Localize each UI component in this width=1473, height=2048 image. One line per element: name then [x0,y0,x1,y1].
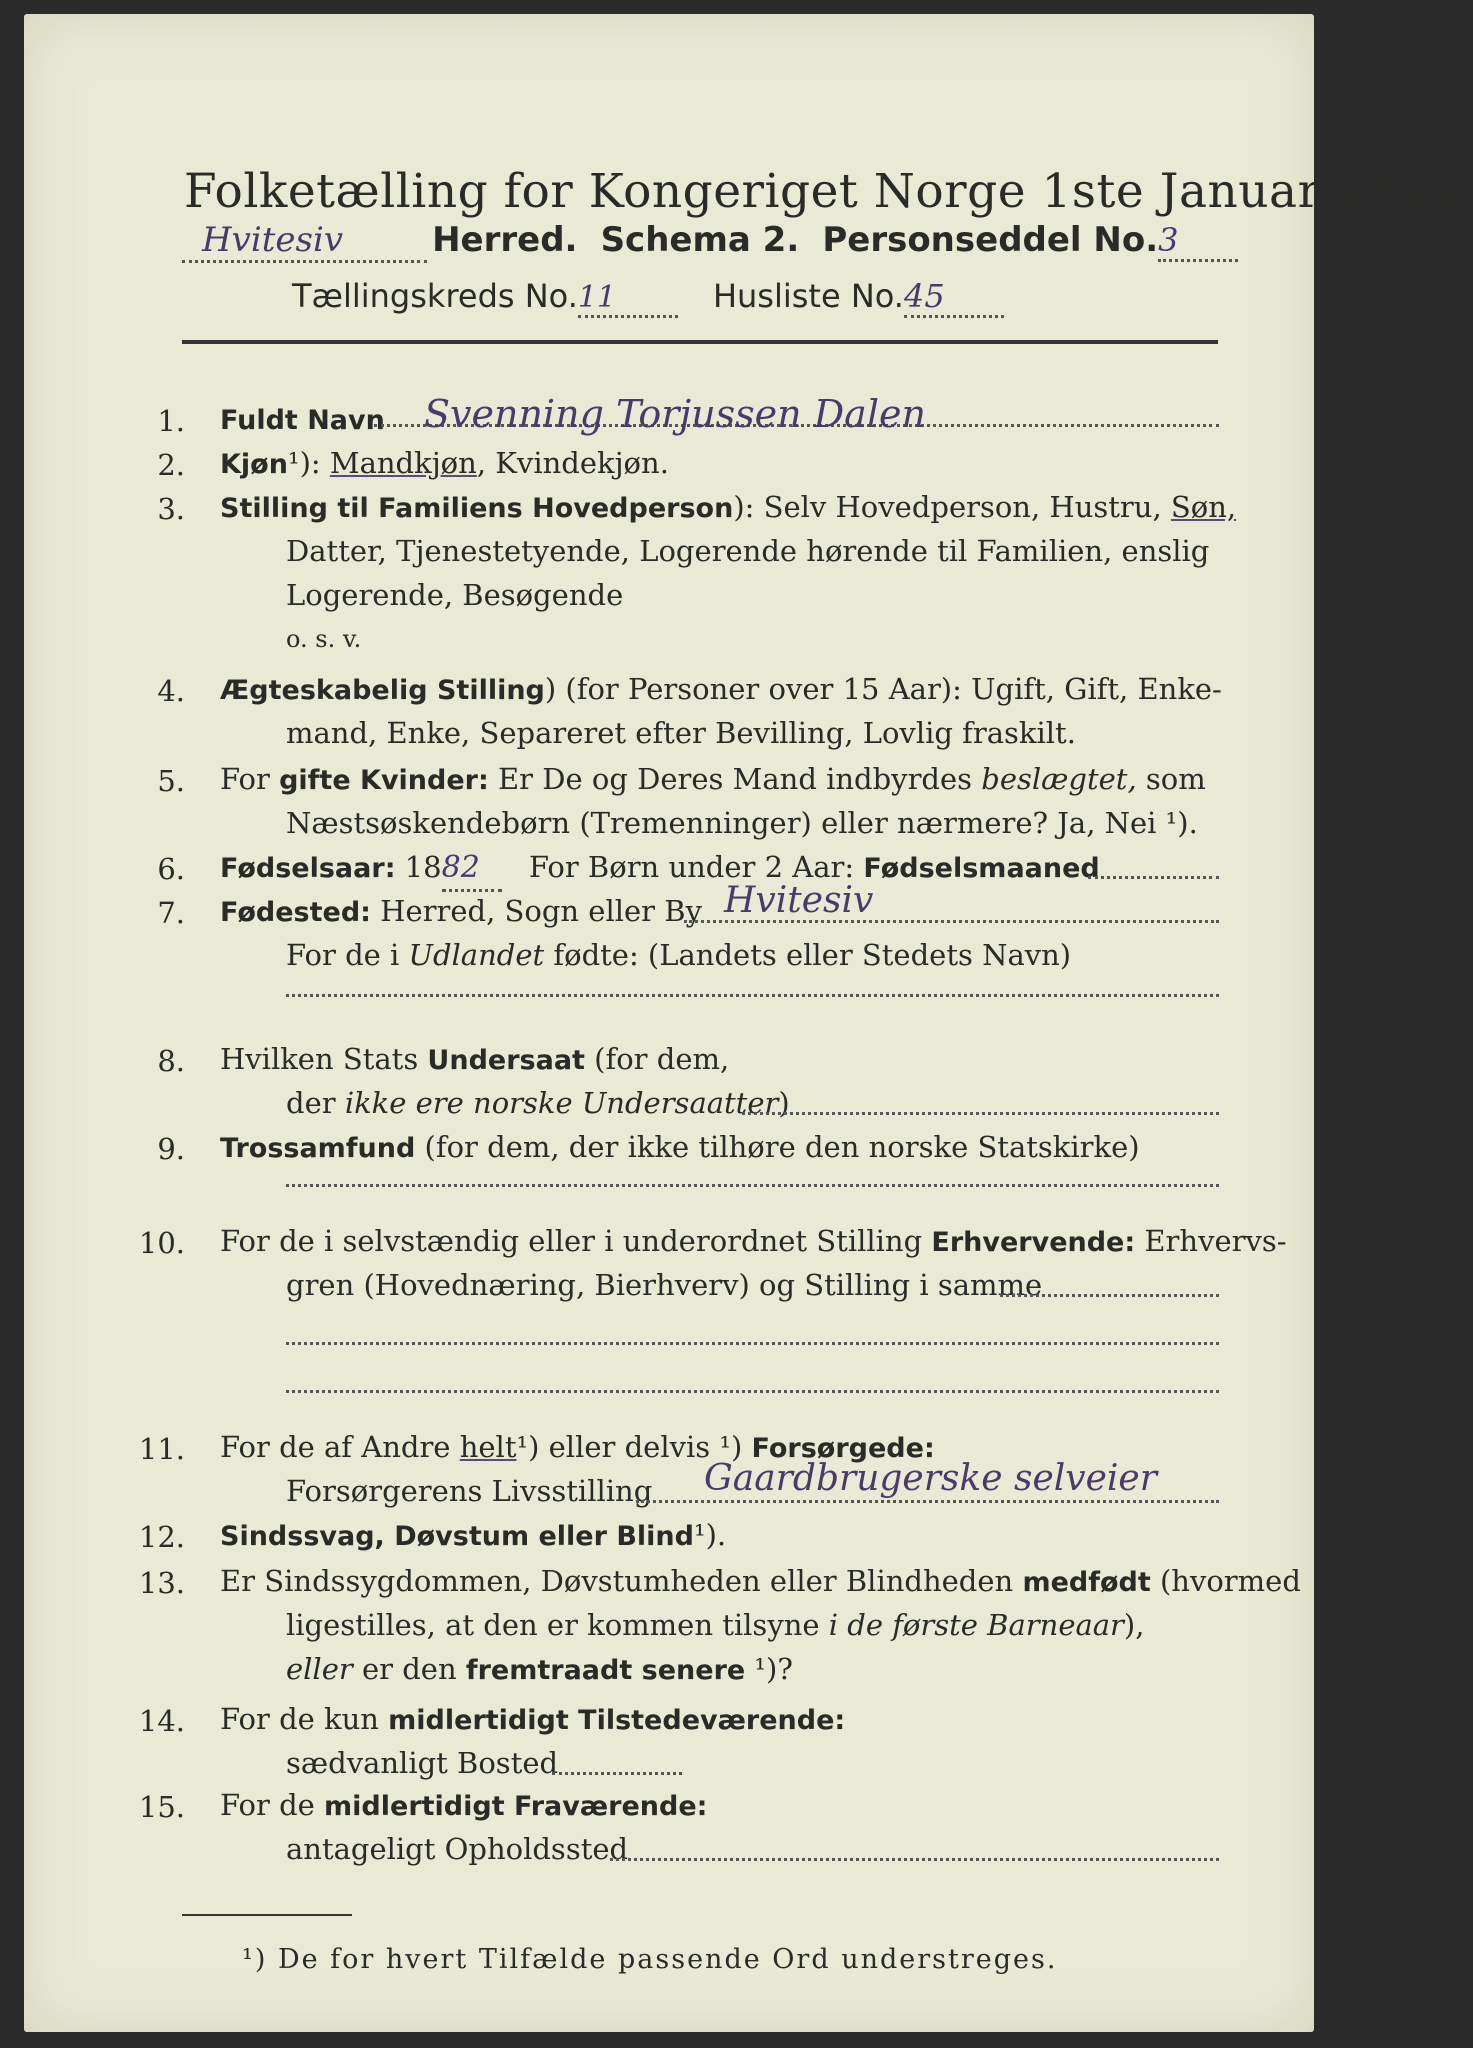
item-8-for-them: (for dem, [594,1042,730,1076]
item-4-line-2: mand, Enke, Separeret efter Bevilling, Lovlig fraskilt. [286,716,1076,750]
item-14-line-1 [220,1698,845,1742]
item-11-line-2: Forsørgerens Livsstilling [286,1474,653,1508]
full-name-label: Fuldt Navn [220,405,385,436]
marital-label: Ægteskabelig Stilling [220,675,545,706]
item-8-which: Hvilken Stats [220,1042,419,1076]
birth-month-intro: For Børn under 2 Aar: [528,850,855,884]
personseddel-label: Personseddel No. [822,220,1159,260]
religion-label: Trossamfund [220,1133,416,1164]
full-name-value: Svenning Torjussen Dalen [424,392,926,436]
gender-male: Mandkjøn [329,446,477,480]
congenital-label: medfødt [1022,1567,1151,1598]
religion-note: (for dem, der ikke tilhøre den norske Statskirke) [424,1130,1140,1164]
item-7-line-1 [220,890,702,934]
married-women-label: gifte Kvinder: [279,765,489,796]
item-5-for: For [220,762,270,796]
item-10-blank-line-1 [286,1342,1219,1345]
footnote-rule [182,1914,352,1916]
schema-label: Schema 2. [600,220,800,260]
item-4-line-1 [220,668,1222,712]
item-15-line-2: antageligt Opholdssted [286,1832,629,1866]
item-13-equated: ligestilles, at den er kommen tilsyne [286,1608,820,1642]
marital-options: ) (for Personer over 15 Aar): Ugift, Gift, Enke- [544,672,1222,706]
item-3-line-1 [220,486,1236,530]
item-14-line [552,1772,682,1775]
kreds-label: Tællingskreds No. [292,277,578,315]
temporarily-present-label: midlertidigt Tilstedeværende: [388,1705,846,1736]
item-11-partly: ¹) eller delvis ¹) [516,1430,743,1464]
item-9-number: 9. [157,1132,185,1166]
item-11-intro: For de af Andre [220,1430,451,1464]
item-9-line [220,1126,1220,1170]
item-5-related: beslægtet, [981,762,1137,796]
item-8-not-norwegian: ikke ere norske Undersaatter [344,1086,779,1120]
item-13-question: ¹)? [754,1652,793,1686]
item-2-number: 2. [157,448,185,482]
item-13-intro: Er Sindssygdommen, Døvstumheden eller Blindheden [220,1564,1014,1598]
kreds-value: 11 [578,280,678,318]
item-12-number: 12. [138,1520,185,1554]
form-title: Folketælling for Kongeriget Norge 1ste Januar 1891. [184,164,1473,219]
item-14-intro: For de kun [220,1702,379,1736]
item-10-number: 10. [138,1226,185,1260]
item-10-line [1000,1294,1219,1297]
husliste-value: 45 [904,277,1004,318]
item-13-line-3 [286,1648,793,1692]
item-13-whereby: (hvormed [1159,1564,1301,1598]
item-8-close: ) [778,1086,790,1120]
item-7-for: For de i [286,938,400,972]
item-10-line-1 [220,1220,1287,1264]
item-5-line-2: Næstsøskendebørn (Tremenninger) eller nærmere? Ja, Nei ¹). [286,806,1198,840]
item-7-abroad: Udlandet [408,938,545,972]
item-15-line [610,1858,1219,1861]
item-11-fully: helt [459,1430,517,1464]
census-form-sheet [24,14,1473,2032]
family-position-label: Stilling til Familiens Hovedperson [220,493,734,524]
birth-month-line [1088,876,1219,879]
item-13-close: ), [1123,1608,1145,1642]
occupation-label: Erhvervende: [931,1227,1136,1258]
gender-label: Kjøn [220,449,288,480]
item-15-number: 15. [138,1790,185,1824]
item-8-line-1 [220,1038,729,1082]
husliste-label: Husliste No. [712,277,904,315]
personseddel-value: 3 [1158,221,1238,262]
item-1-text [220,398,385,442]
gender-options: , Kvindekjøn. [476,446,669,480]
item-10-intro: For de i selvstændig eller i underordnet Stilling [220,1224,923,1258]
item-8-line [742,1112,1219,1115]
item-6-number: 6. [157,852,185,886]
item-2-text: Kjøn¹): Mandkjøn, Kvindekjøn. [220,446,669,480]
herred-value: Hvitesiv [182,220,427,263]
item-3-number: 3. [157,492,185,526]
birthplace-label: Fødested: [220,897,371,928]
herred-label: Herred. [432,220,578,260]
subject-label: Undersaat [427,1045,585,1076]
header-rule [182,340,1218,344]
birthplace-value: Hvitesiv [724,880,874,921]
item-12-note: ¹). [693,1518,727,1552]
kreds-line [292,277,1004,318]
item-3-line-2: Datter, Tjenestetyende, Logerende hørende til Familien, enslig [286,534,1210,568]
birth-year-prefix: 18 [404,850,442,884]
birthplace-options: Herred, Sogn eller By [380,894,702,928]
item-8-number: 8. [157,1044,185,1078]
footnote: ¹) De for hvert Tilfælde passende Ord understreges. [242,1944,1058,1975]
item-15-intro: For de [220,1788,315,1822]
item-1-number: 1. [157,404,185,438]
item-7-line-2 [286,934,1071,976]
item-8-line-2 [286,1082,790,1124]
later-onset-label: fremtraadt senere [465,1655,746,1686]
item-5-number: 5. [157,764,185,798]
item-13-line-1 [220,1560,1301,1604]
birth-year-label: Fødselsaar: [220,853,396,884]
item-7-blank-line [286,994,1219,997]
item-4-number: 4. [157,674,185,708]
item-13-is-it: er den [361,1652,457,1686]
item-12-line [220,1514,726,1558]
item-5-question: Er De og Deres Mand indbyrdes [498,762,973,796]
supporter-occupation-value: Gaardbrugerske selveier [704,1458,1157,1499]
item-7-foreign-born: fødte: (Landets eller Stedets Navn) [553,938,1072,972]
item-5-line-1 [220,758,1206,802]
item-13-first-years: i de første Barneaar [828,1608,1124,1642]
item-3-line-4: o. s. v. [286,625,362,653]
item-10-blank-line-2 [286,1390,1219,1393]
item-9-blank-line [286,1184,1219,1187]
item-14-number: 14. [138,1704,185,1738]
item-11-line [636,1500,1219,1503]
herred-line [182,220,1238,263]
item-10-erhvervs: Erhvervs- [1144,1224,1287,1258]
family-position-son: Søn, [1170,490,1237,524]
item-10-line-2: gren (Hovednæring, Bierhverv) og Stilling i samme [286,1268,1043,1302]
item-13-line-2 [286,1604,1144,1646]
family-position-options: ): Selv Hovedperson, Hustru, [733,490,1162,524]
item-13-number: 13. [138,1566,185,1600]
birth-year-value: 82 [442,847,502,892]
item-11-number: 11. [138,1432,185,1466]
disability-label: Sindssvag, Døvstum eller Blind [220,1521,694,1552]
item-7-number: 7. [157,896,185,930]
birth-month-label: Fødselsmaaned [863,853,1100,884]
supported-label: Forsørgede: [751,1433,935,1464]
temporarily-absent-label: midlertidigt Fraværende: [324,1791,708,1822]
item-5-som: som [1145,762,1206,796]
item-13-or: eller [286,1652,353,1686]
item-15-line-1 [220,1784,707,1828]
item-14-line-2: sædvanligt Bosted [286,1746,559,1780]
item-6-line [220,846,1100,892]
item-8-there: der [286,1086,336,1120]
item-3-line-3: Logerende, Besøgende [286,578,624,612]
